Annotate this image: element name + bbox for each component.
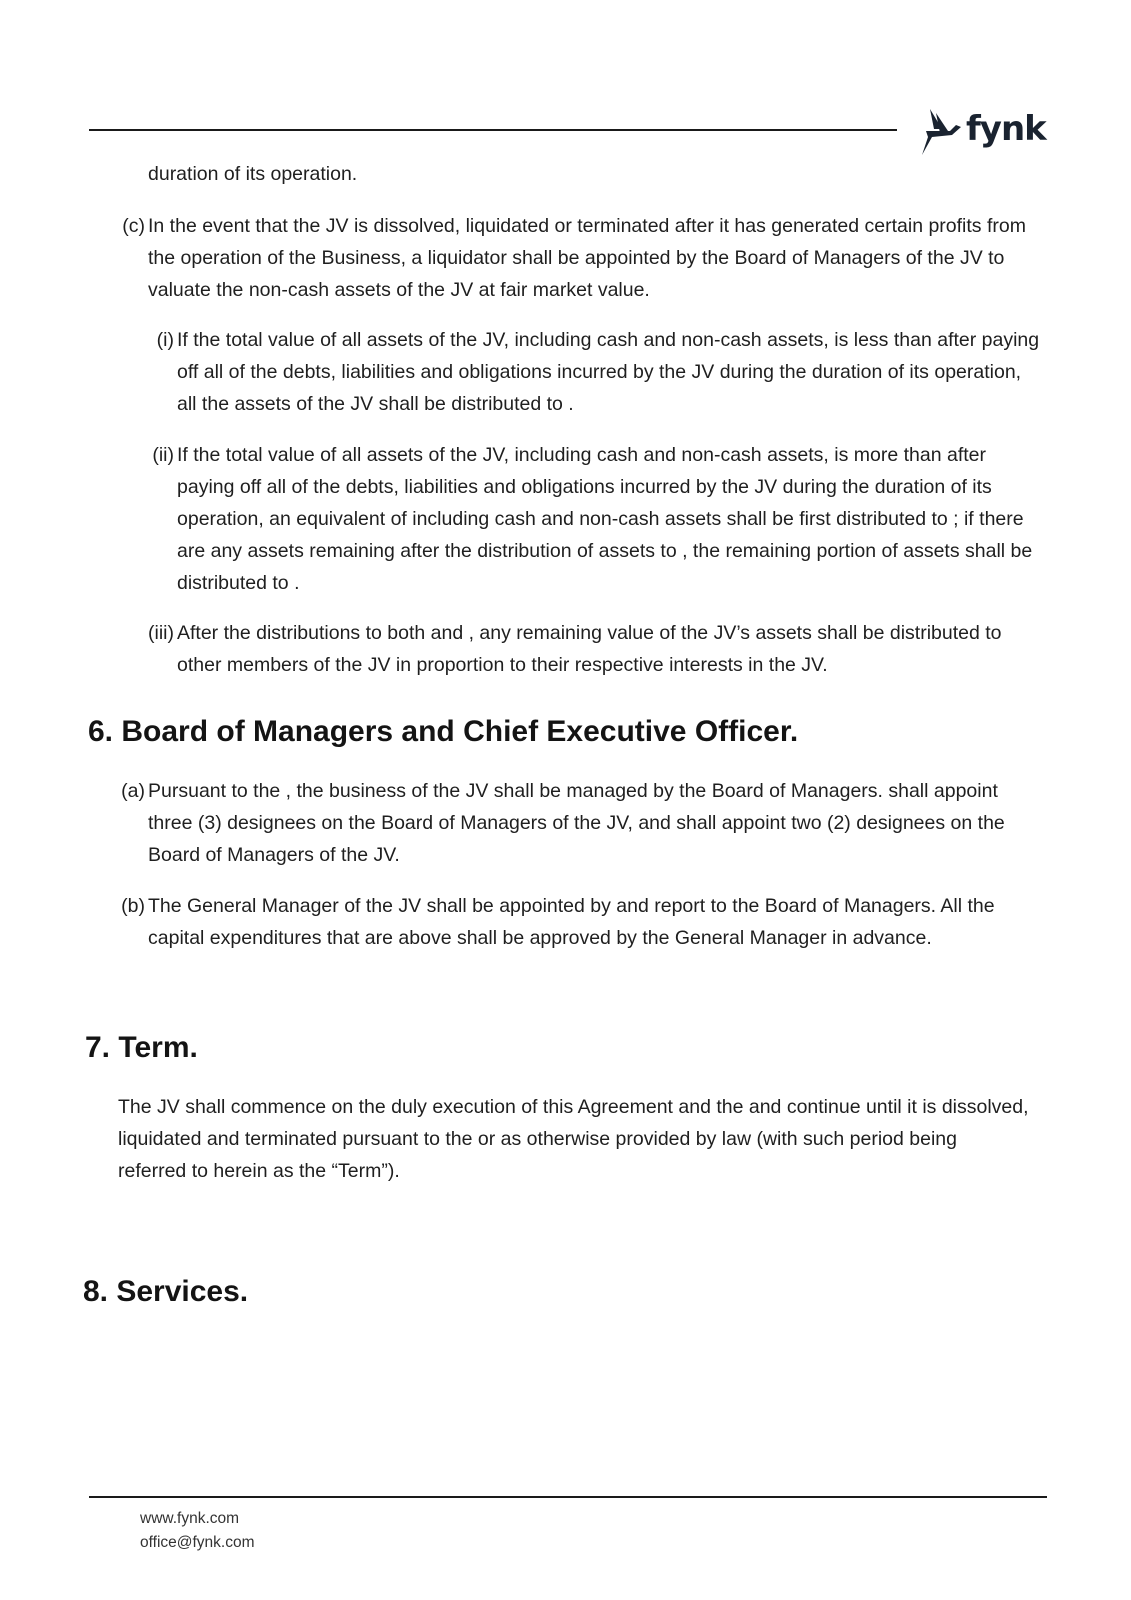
section-8-heading: 8. Services.	[83, 1275, 249, 1308]
clause-text: The General Manager of the JV shall be appointed by and report to the Board of Managers. All the capital expenditures that are above shall be approved by the General Manager in advance.	[148, 895, 995, 949]
clause-label: (ii)	[152, 444, 174, 466]
clause-c	[108, 210, 1028, 306]
fynk-bird-icon	[920, 107, 962, 157]
clause-label: (a)	[121, 780, 145, 802]
brand-name: fynk	[966, 109, 1046, 149]
clause-text: In the event that the JV is dissolved, liquidated or terminated after it has generated certain profits from the operation of the Business, a liquidator shall be appointed by the Board of Managers of the JV to valuate the non-cash assets of the JV at fair market value.	[148, 215, 1026, 301]
section-6-heading: 6. Board of Managers and Chief Executive Officer.	[88, 715, 799, 748]
clause-c-i	[130, 324, 1044, 420]
footer-divider	[89, 1496, 1047, 1498]
clause-text: If the total value of all assets of the JV, including cash and non-cash assets, is more than after paying off all of the debts, liabilities and obligations incurred by the JV during the duration of its operation, an equivalent of including cash and non-cash assets shall be first distributed to ; if there are any assets remaining after the distribution of assets to , the remaining portion of assets shall be distributed to .	[177, 444, 1033, 594]
clause-text: Pursuant to the , the business of the JV shall be managed by the Board of Managers. shall appoint three (3) designees on the Board of Managers of the JV, and shall appoint two (2) designees on the Board of Managers of the JV.	[148, 780, 1005, 866]
continuation-text: duration of its operation.	[148, 163, 358, 185]
header-divider	[89, 129, 897, 131]
clause-label: (c)	[122, 215, 145, 237]
clause-label: (iii)	[148, 622, 174, 644]
brand-logo	[920, 106, 1050, 158]
clause-label: (b)	[121, 895, 145, 917]
clause-c-ii	[130, 439, 1044, 599]
section-7-text: The JV shall commence on the duly execution of this Agreement and the and continue until it is dissolved, liquidated and terminated pursuant to the or as otherwise provided by law (with such period being referred to herein as the “Term”).	[118, 1096, 1029, 1182]
footer-email-link[interactable]: office@fynk.com	[140, 1534, 255, 1551]
footer-contact	[140, 1507, 255, 1555]
clause-c-iii	[130, 617, 1044, 681]
clause-6b	[108, 890, 1028, 954]
clause-label: (i)	[156, 329, 174, 351]
footer-website-link[interactable]: www.fynk.com	[140, 1510, 240, 1527]
clause-6a	[108, 775, 1028, 871]
section-7-heading: 7. Term.	[85, 1031, 198, 1064]
clause-text: After the distributions to both and , any remaining value of the JV’s assets shall be distributed to other members of the JV in proportion to their respective interests in the JV.	[177, 622, 1002, 676]
clause-text: If the total value of all assets of the JV, including cash and non-cash assets, is less than after paying off all of the debts, liabilities and obligations incurred by the JV during the duration of its operation, all the assets of the JV shall be distributed to .	[177, 329, 1040, 415]
